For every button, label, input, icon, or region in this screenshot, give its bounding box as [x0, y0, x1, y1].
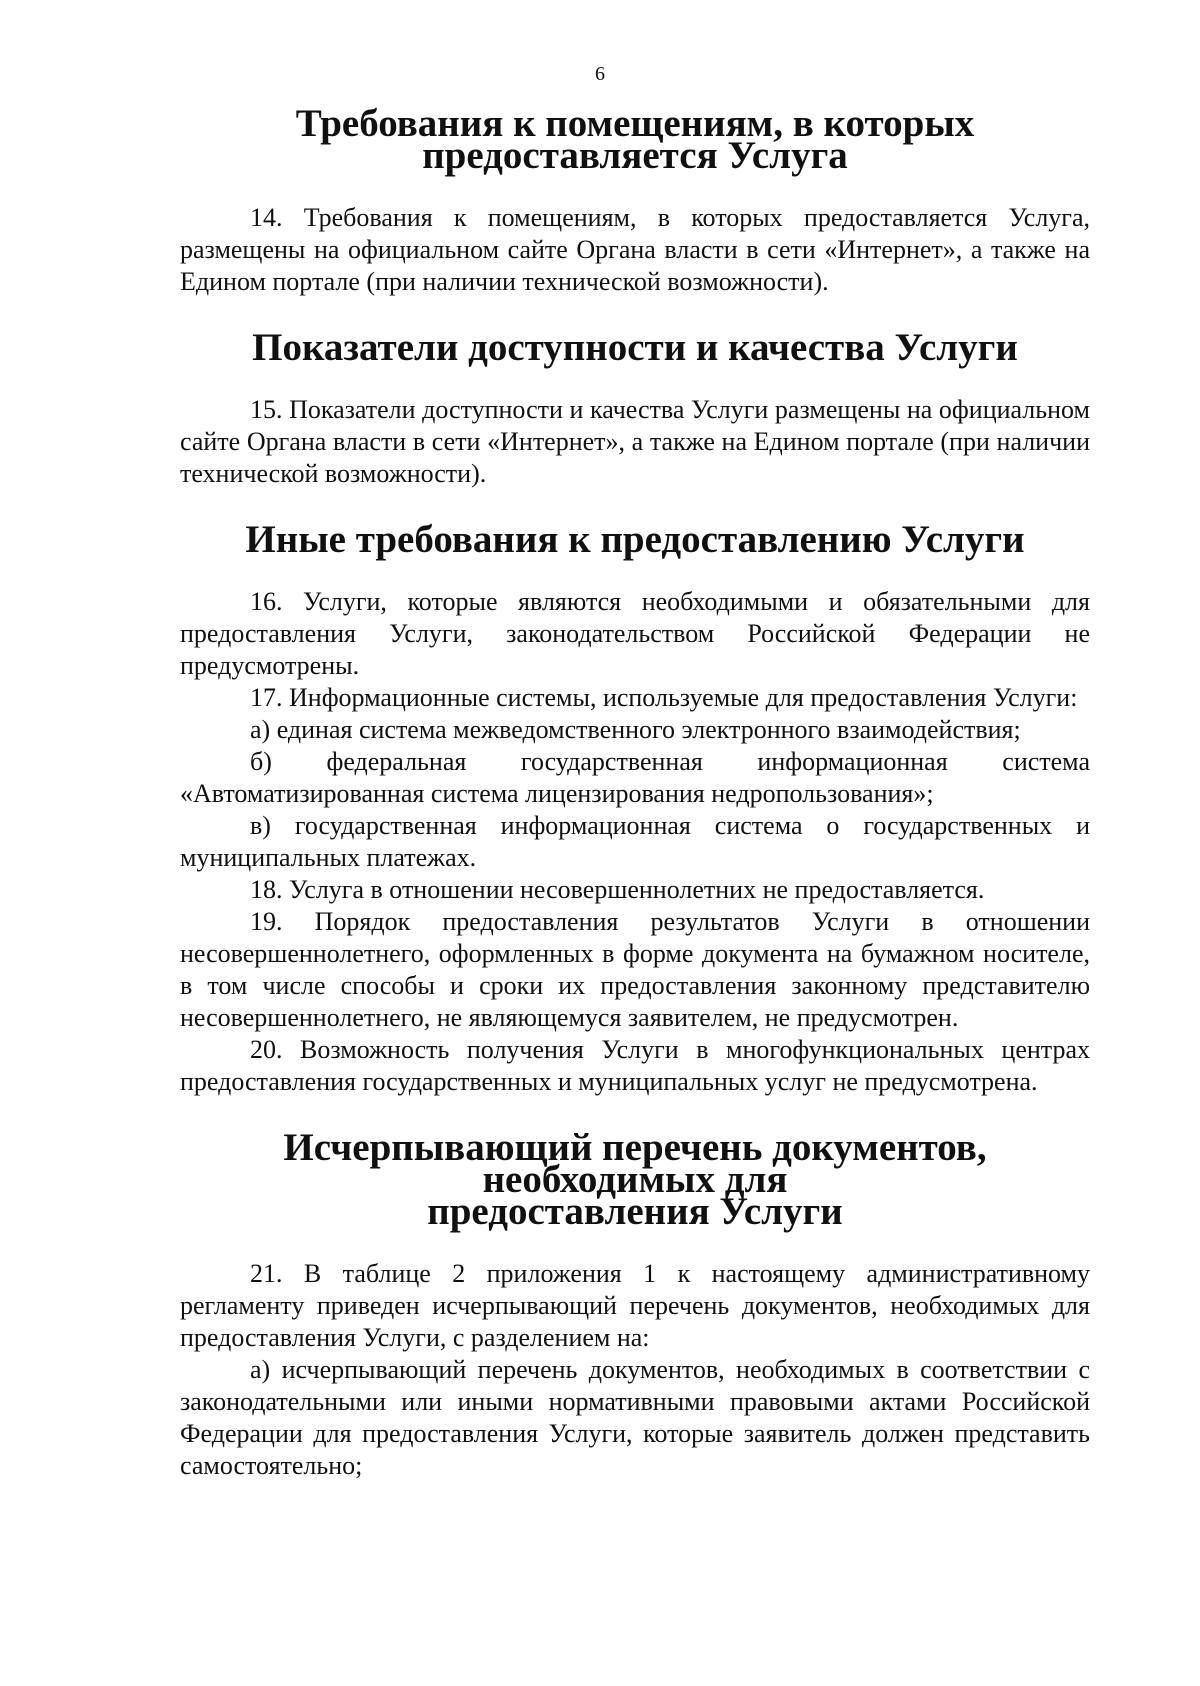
document-body — [180, 102, 1090, 1482]
paragraph-14: 14. Требования к помещениям, в которых предоставляется Услуга, размещены на официальном сайте Органа власти в сети «Интернет», а также на Едином портале (при наличии технической возможности). — [180, 203, 1090, 296]
paragraph-20: 20. Возможность получения Услуги в многофункциональных центрах предоставления государственных и муниципальных услуг не предусмотрена. — [180, 1035, 1090, 1096]
paragraph-18: 18. Услуга в отношении несовершеннолетних не предоставляется. — [250, 875, 985, 904]
section-heading-accessibility — [180, 326, 1090, 369]
paragraph-19: 19. Порядок предоставления результатов Услуги в отношении несовершеннолетнего, оформленных в форме документа на бумажном носителе, в том числе способы и сроки их предоставления законному представителю несовершеннолетнего, не являющемуся заявителем, не предусмотрен. — [180, 907, 1090, 1032]
heading-line: Исчерпывающий перечень документов, необходимых для — [283, 1126, 987, 1201]
section-heading-premises — [180, 102, 1090, 177]
heading-line: Показатели доступности и качества Услуги — [252, 326, 1018, 369]
paragraph-17-a: а) единая система межведомственного электронного взаимодействия; — [250, 715, 1021, 744]
section-heading-documents-list — [180, 1126, 1090, 1233]
heading-line: Требования к помещениям, в которых предоставляется Услуга — [295, 102, 975, 177]
page-number: 6 — [595, 63, 605, 85]
paragraph-21: 21. В таблице 2 приложения 1 к настоящему административному регламенту приведен исчерпывающий перечень документов, необходимых для предоставления Услуги, с разделением на: — [180, 1259, 1090, 1352]
paragraph-15: 15. Показатели доступности и качества Услуги размещены на официальном сайте Органа власти в сети «Интернет», а также на Едином портале (при наличии технической возможности). — [180, 395, 1090, 488]
heading-line: Иные требования к предоставлению Услуги — [245, 518, 1025, 561]
paragraph-17-v: в) государственная информационная система о государственных и муниципальных платежах. — [180, 811, 1090, 872]
section-heading-other-requirements — [180, 518, 1090, 561]
paragraph-17: 17. Информационные системы, используемые для предоставления Услуги: — [250, 683, 1078, 712]
paragraph-17-b: б) федеральная государственная информационная система «Автоматизированная система лицензирования недропользования»; — [180, 747, 1090, 808]
paragraph-16: 16. Услуги, которые являются необходимыми и обязательными для предоставления Услуги, законодательством Российской Федерации не предусмотрены. — [180, 587, 1090, 680]
heading-line: предоставления Услуги — [427, 1190, 843, 1233]
paragraph-21-a: а) исчерпывающий перечень документов, необходимых в соответствии с законодательными или иными нормативными правовыми актами Российской Федерации для предоставления Услуги, которые заявитель должен представить самостоятельно; — [180, 1355, 1090, 1480]
